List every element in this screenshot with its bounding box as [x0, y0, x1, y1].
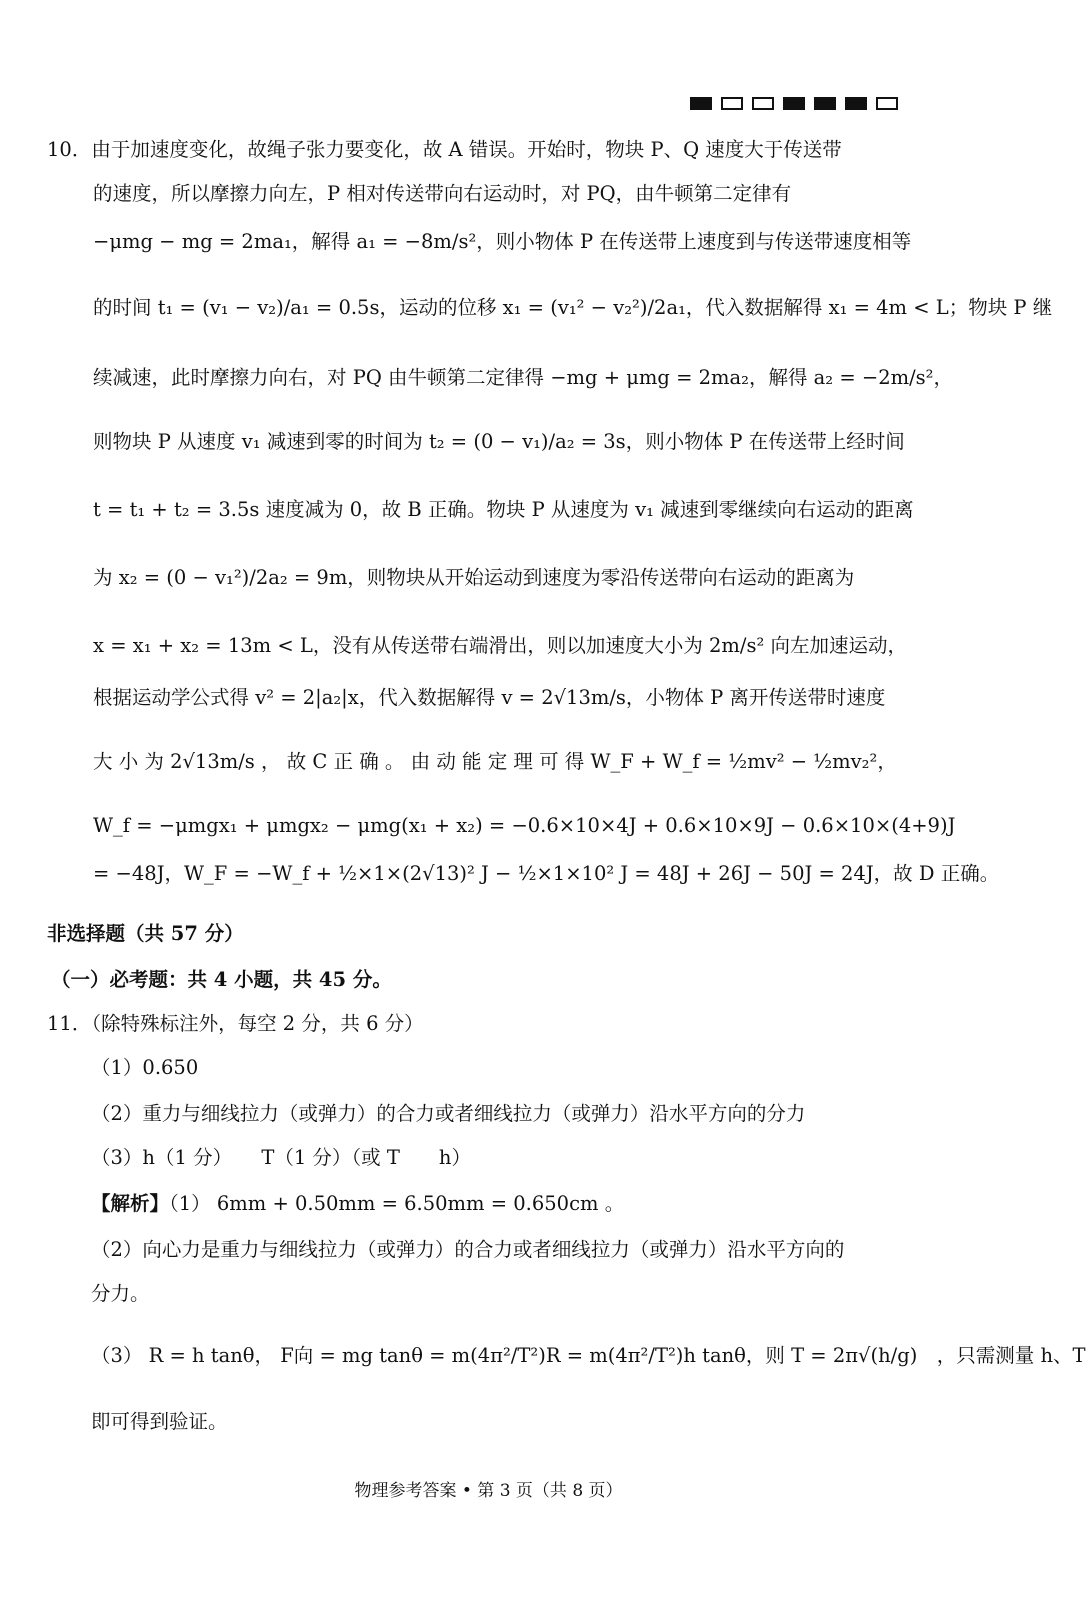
q10-line: t = t₁ + t₂ = 3.5s 速度减为 0，故 B 正确。物块 P 从速度为 v₁ 减速到零继续向右运动的距离 — [93, 498, 914, 521]
header-mark — [876, 97, 898, 110]
required-section-title: （一）必考题：共 4 小题，共 45 分。 — [51, 968, 392, 991]
q10-line: 的速度，所以摩擦力向左，P 相对传送带向右运动时，对 PQ，由牛顿第二定律有 — [93, 182, 792, 205]
q10-line: = −48J，W_F = −W_f + ½×1×(2√13)² J − ½×1×10² J = 48J + 26J − 50J = 24J，故 D 正确。 — [93, 862, 1000, 885]
analysis-1-text: （1） 6mm + 0.50mm = 6.50mm = 0.650cm 。 — [169, 1192, 625, 1215]
header-mark — [721, 97, 743, 110]
q10-line: 的时间 t₁ = (v₁ − v₂)/a₁ = 0.5s，运动的位移 x₁ = (v₁² − v₂²)/2a₁，代入数据解得 x₁ = 4m < L；物块 P 继 — [93, 296, 1053, 319]
header-mark — [783, 97, 805, 110]
q11-answer-3: （3）h（1 分） T（1 分）（或 T h） — [91, 1146, 471, 1169]
q10-line: 续减速，此时摩擦力向右，对 PQ 由牛顿第二定律得 −mg + μmg = 2ma₂，解得 a₂ = −2m/s²， — [93, 366, 953, 389]
q11-answer-2: （2）重力与细线拉力（或弹力）的合力或者细线拉力（或弹力）沿水平方向的分力 — [91, 1102, 806, 1125]
q10-line: 则物块 P 从速度 v₁ 减速到零的时间为 t₂ = (0 − v₁)/a₂ = 3s，则小物体 P 在传送带上经时间 — [93, 430, 905, 453]
page-footer: 物理参考答案 • 第 3 页（共 8 页） — [354, 1481, 623, 1501]
q11-header: 11．（除特殊标注外，每空 2 分，共 6 分） — [47, 1012, 424, 1035]
q11-analysis-3: （3） R = h tanθ， F向 = mg tanθ = m(4π²/T²)R = m(4π²/T²)h tanθ，则 T = 2π√(h/g) ，只需测量 h、T — [91, 1344, 1086, 1367]
q10-line: 根据运动学公式得 v² = 2|a₂|x，代入数据解得 v = 2√13m/s，小物体 P 离开传送带时速度 — [93, 686, 886, 709]
q10-line: 大 小 为 2√13m/s ， 故 C 正 确 。 由 动 能 定 理 可 得 W_F + W_f = ½mv² − ½mv₂²， — [93, 750, 897, 773]
header-mark — [814, 97, 836, 110]
q11-analysis-2a: （2）向心力是重力与细线拉力（或弹力）的合力或者细线拉力（或弹力）沿水平方向的 — [91, 1238, 845, 1261]
nonchoice-section-title: 非选择题（共 57 分） — [47, 922, 244, 945]
header-mark — [690, 97, 712, 110]
header-marks — [690, 97, 898, 110]
analysis-label: 【解析】 — [91, 1192, 170, 1215]
q11-analysis-3b: 即可得到验证。 — [91, 1410, 228, 1433]
q10-line: 10．由于加速度变化，故绳子张力要变化，故 A 错误。开始时，物块 P、Q 速度大于传送带 — [47, 138, 842, 161]
q11-answer-1: （1）0.650 — [91, 1056, 199, 1079]
q11-analysis-1 — [91, 1190, 624, 1218]
q10-line: 为 x₂ = (0 − v₁²)/2a₂ = 9m，则物块从开始运动到速度为零沿传送带向右运动的距离为 — [93, 566, 855, 589]
q10-line: x = x₁ + x₂ = 13m < L，没有从传送带右端滑出，则以加速度大小为 2m/s² 向左加速运动， — [93, 634, 908, 657]
header-mark — [752, 97, 774, 110]
q10-line: W_f = −μmgx₁ + μmgx₂ − μmg(x₁ + x₂) = −0.6×10×4J + 0.6×10×9J − 0.6×10×(4+9)J — [93, 814, 956, 837]
q10-line: −μmg − mg = 2ma₁，解得 a₁ = −8m/s²，则小物体 P 在传送带上速度到与传送带速度相等 — [93, 230, 912, 253]
header-mark — [845, 97, 867, 110]
q11-analysis-2b: 分力。 — [91, 1282, 150, 1305]
